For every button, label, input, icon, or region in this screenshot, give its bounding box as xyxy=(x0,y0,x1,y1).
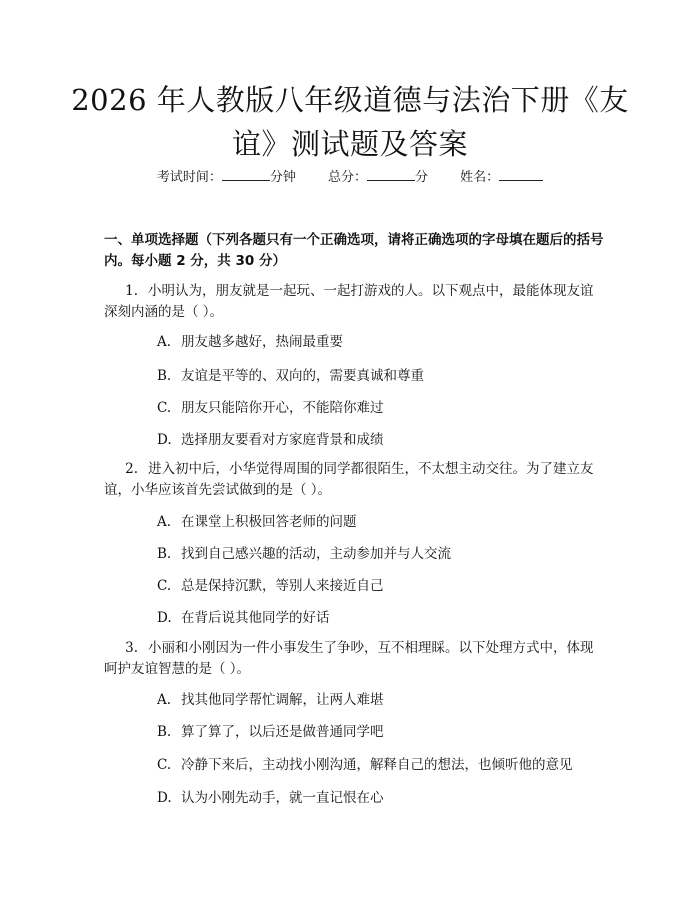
option-text: 朋友只能陪你开心，不能陪你难过 xyxy=(181,400,384,416)
option-letter: A. xyxy=(157,514,172,530)
option-text: 认为小刚先动手，就一直记恨在心 xyxy=(181,790,384,806)
option-letter: D. xyxy=(157,610,172,626)
answer-option[interactable] xyxy=(157,788,607,808)
exam-time-unit: 分钟 xyxy=(269,170,296,185)
option-text: 算了算了，以后还是做普通同学吧 xyxy=(181,724,384,740)
option-letter: A. xyxy=(157,692,172,708)
title-line-2: 谊》测试题及答案 xyxy=(231,127,468,161)
option-text: 朋友越多越好，热闹最重要 xyxy=(181,334,343,350)
option-text: 在背后说其他同学的好话 xyxy=(181,610,330,626)
total-score-blank[interactable] xyxy=(367,166,415,181)
option-text: 总是保持沉默，等别人来接近自己 xyxy=(181,578,384,594)
option-letter: B. xyxy=(157,546,172,562)
question-text: 小明认为，朋友就是一起玩、一起打游戏的人。以下观点中，最能体现友谊深刻内涵的是（ ）。 xyxy=(104,283,594,320)
answer-option[interactable] xyxy=(157,398,607,418)
title-line-1: 2026 年人教版八年级道德与法治下册《友 xyxy=(71,83,629,117)
exam-time-blank[interactable] xyxy=(222,166,270,181)
answer-option[interactable] xyxy=(157,544,607,564)
section-heading: 一、单项选择题（下列各题只有一个正确选项，请将正确选项的字母填在题后的括号内。每小题 2 分，共 30 分） xyxy=(104,232,604,269)
exam-info-line xyxy=(0,166,700,188)
question-number: 1. xyxy=(125,283,138,299)
total-score-field xyxy=(328,170,428,185)
name-field xyxy=(460,170,543,185)
option-text: 冷静下来后，主动找小刚沟通，解释自己的想法，也倾听他的意见 xyxy=(181,757,573,773)
option-letter: C. xyxy=(157,757,172,773)
option-letter: B. xyxy=(157,724,172,740)
option-text: 在课堂上积极回答老师的问题 xyxy=(181,514,357,530)
answer-option[interactable] xyxy=(157,576,607,596)
option-text: 选择朋友要看对方家庭背景和成绩 xyxy=(181,432,384,448)
answer-option[interactable] xyxy=(157,722,607,742)
question-text: 进入初中后，小华觉得周围的同学都很陌生，不太想主动交往。为了建立友谊，小华应该首先尝试做到的是（ ）。 xyxy=(104,461,594,498)
option-letter: D. xyxy=(157,790,172,806)
option-letter: C. xyxy=(157,578,172,594)
question-number: 2. xyxy=(125,461,138,477)
option-text: 找其他同学帮忙调解，让两人难堪 xyxy=(181,692,384,708)
answer-option[interactable] xyxy=(157,512,607,532)
question-text: 小丽和小刚因为一件小事发生了争吵，互不相理睬。以下处理方式中，体现呵护友谊智慧的是（ ）。 xyxy=(104,640,594,677)
document-title xyxy=(60,78,640,166)
total-score-unit: 分 xyxy=(415,170,429,185)
question-stem xyxy=(104,638,604,680)
answer-option[interactable] xyxy=(157,608,607,628)
name-label: 姓名： xyxy=(460,170,500,185)
total-score-label: 总分： xyxy=(327,170,367,185)
option-letter: B. xyxy=(157,368,172,384)
answer-option[interactable] xyxy=(157,755,607,775)
name-blank[interactable] xyxy=(499,166,543,181)
exam-time-field xyxy=(157,170,296,185)
option-text: 友谊是平等的、双向的，需要真诚和尊重 xyxy=(181,368,424,384)
option-text: 找到自己感兴趣的活动，主动参加并与人交流 xyxy=(181,546,451,562)
answer-option[interactable] xyxy=(157,430,607,450)
option-letter: C. xyxy=(157,400,172,416)
answer-option[interactable] xyxy=(157,690,607,710)
question-stem xyxy=(104,281,604,323)
question-stem xyxy=(104,459,604,501)
question-number: 3. xyxy=(125,640,138,656)
option-letter: A. xyxy=(157,334,172,350)
answer-option[interactable] xyxy=(157,332,607,352)
answer-option[interactable] xyxy=(157,366,607,386)
option-letter: D. xyxy=(157,432,172,448)
exam-time-label: 考试时间： xyxy=(156,170,222,185)
